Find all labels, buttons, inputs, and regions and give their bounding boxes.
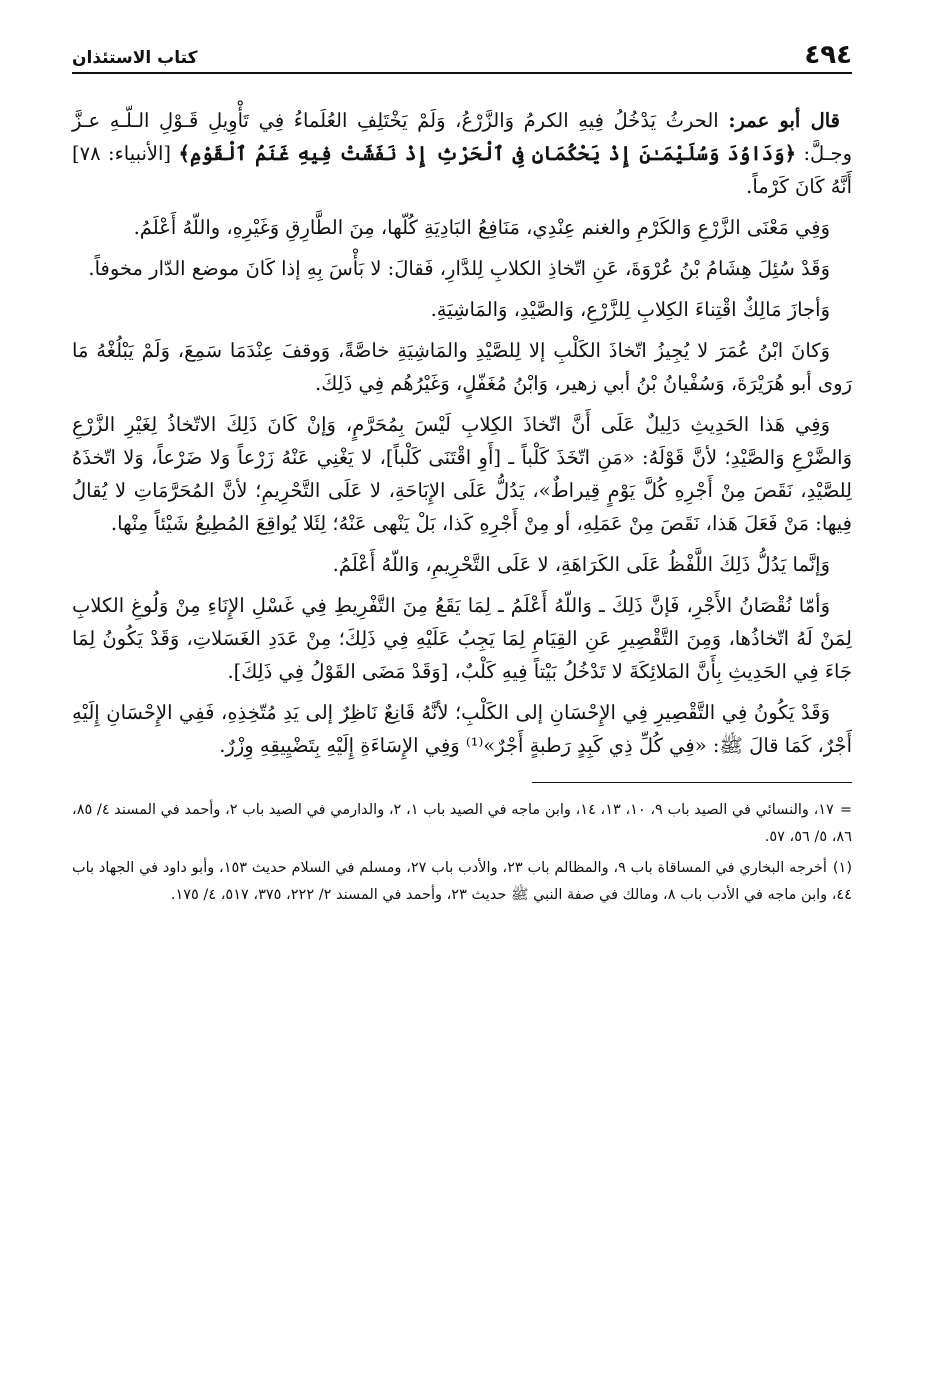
paragraph-8: وَأمّا نُقْصَانُ الأَجْرِ، فَإنَّ ذَلِكَ ـ وَاللّهُ أَعْلَمُ ـ لِمَا يَقَعُ مِنَ التَّفْرِيطِ فِي غَسْلِ الإِنَاءِ مِنْ وَلُوغِ الكلابِ لِمَنْ لَهُ اتّخاذُها، وَمِنَ التَّقْصِيرِ عَنِ القِيَامِ لِمَا يَجِبُ عَلَيْهِ فِي ذَلِكَ؛ مِنْ عَدَدِ الغَسَلاتِ، وَقَدْ يَكُونُ لِمَا جَاءَ فِي الحَدِيثِ بِأَنَّ المَلائِكَةَ لا تَدْخُلُ بَيْتاً فِيهِ كَلْبٌ، [وَقَدْ مَضَى القَوْلُ فِي ذَلِكَ]. xyxy=(72,594,852,683)
paragraph-4: وَأجازَ مَالِكٌ اقْتِناءَ الكِلابِ لِلزَّرْعِ، وَالصَّيْدِ، وَالمَاشِيَةِ. xyxy=(430,298,830,321)
paragraph-1-text-after: [الأنبياء: ٧٨] أَنَّهُ كَانَ كَرْماً. xyxy=(72,142,852,198)
paragraph-1 xyxy=(72,104,852,203)
main-text xyxy=(72,104,852,762)
page-number: ٤٩٤ xyxy=(804,40,852,70)
footnote-1 xyxy=(72,855,852,909)
paragraph-1-text-before: الحرثُ يَدْخُلُ فِيهِ الكرمُ وَالزَّرْعُ، وَلَمْ يَخْتَلِفِ العُلَماءُ فِي تَأْوِيلِ قَـوْلِ الـلّـهِ عـزَّ وجـلَّ: xyxy=(72,109,852,165)
footnote-continued xyxy=(72,797,852,851)
paragraph-3: وَقَدْ سُئِلَ هِشَامُ بْنُ عُرْوَةَ، عَنِ اتّخاذِ الكلابِ لِلدَّارِ، فَقالَ: لا بَأْسَ بِهِ إذا كَانَ موضع الدّار مخوفاً. xyxy=(88,257,830,280)
footnote-separator xyxy=(532,782,852,783)
footnotes xyxy=(72,797,852,909)
speaker-label: قال أبو عمر: xyxy=(728,109,840,132)
paragraph-9: وَقَدْ يَكُونُ فِي التَّقْصِيرِ فِي الإِحْسَانِ إلى الكَلْبِ؛ لأنَّهُ قَانِعٌ نَاظِرٌ إلى يَدِ مُتّخِذِهِ، فَفِي الإِحْسَانِ إِلَيْهِ أَجْرٌ، كَمَا قالَ ﷺ: «فِي كُلِّ ذِي كَبِدٍ رَطبةٍ أَجْرٌ»⁽¹⁾ وَفِي الإِسَاءَةِ إِلَيْهِ بِتَضْيِيقِهِ وِزْرٌ. xyxy=(72,701,852,757)
footnote-mark: = xyxy=(839,802,852,818)
footnote-mark: (١) xyxy=(832,860,852,876)
footnote-text: أخرجه البخاري في المساقاة باب ٩، والمظالم باب ٢٣، والأدب باب ٢٧، ومسلم في السلام حديث ١٥٣، وأبو داود في الجهاد باب ٤٤، وابن ماجه في الأدب باب ٨، ومالك في صفة النبي ﷺ حديث ٢٣، وأحمد في المسند ٢/ ٢٢٢، ٣٧٥، ٥١٧، ٤/ ١٧٥. xyxy=(72,860,852,903)
book-page xyxy=(72,30,852,1360)
paragraph-2: وَفِي مَعْنَى الزَّرْعِ وَالكَرْمِ والغنم عِنْدِي، مَنَافِعُ البَادِيَةِ كُلّها، مِنَ الطَّارِقِ وَغَيْرِهِ، واللّهُ أَعْلَمُ. xyxy=(133,216,830,239)
paragraph-7: وَإنَّما يَدُلُّ ذَلِكَ اللَّفْظُ عَلَى الكَرَاهَةِ، لا عَلَى التَّحْرِيمِ، وَاللّهُ أَعْلَمُ. xyxy=(332,553,830,576)
quran-verse: ﴿وَدَاوُدَ وَسُلَيْمَـٰنَ إِذْ يَحْكُمَانِ فِى ٱلْحَرْثِ إِذْ نَفَشَتْ فِيهِ غَنَمُ ٱلْقَوْمِ﴾ xyxy=(178,142,797,165)
paragraph-6: وَفِي هَذا الحَدِيثِ دَلِيلٌ عَلَى أَنَّ اتّخاذَ الكِلابِ لَيْسَ بِمُحَرَّمٍ، وَإنْ كَانَ ذَلِكَ الاتّخاذُ لِغَيْرِ الزَّرْعِ وَالضَّرْعِ وَالصَّيْدِ؛ لأنَّ قَوْلَهُ: «مَنِ اتّخَذَ كَلْباً ـ [أَوِ اقْتَنَى كَلْباً]، لا يَغْنِي عَنْهُ زَرْعاً وَلا ضَرْعاً، وَلا اتّخذَهُ لِلصَّيْدِ، نَقَصَ مِنْ أَجْرِهِ كُلَّ يَوْمٍ قِيراطٌ»، يَدُلُّ عَلَى الإِبَاحَةِ، لا عَلَى التَّحْرِيمِ؛ لأنَّ المُحَرَّمَاتِ لا يُقالُ فِيها: مَنْ فَعَلَ هَذا، نَقَصَ مِنْ عَمَلِهِ، أو مِنْ أَجْرِهِ كَذا، بَلْ يَنْهى عَنْهُ؛ لِئَلا يُواقِعَ المُطِيعُ شَيْئاً مِنْها. xyxy=(72,413,852,535)
running-title: كتاب الاستئذان xyxy=(72,48,198,68)
page-header xyxy=(72,30,852,74)
footnote-text: ١٧، والنسائي في الصيد باب ٩، ١٠، ١٣، ١٤، وابن ماجه في الصيد باب ١، ٢، والدارمي في الصيد باب ٢، وأحمد في المسند ٤/ ٨٥، ٨٦، ٥/ ٥٦، ٥٧. xyxy=(72,802,852,845)
paragraph-5: وَكانَ ابْنُ عُمَرَ لا يُجِيزُ اتّخاذَ الكَلْبِ إلا لِلصَّيْدِ والمَاشِيَةِ خاصَّةً، وَوقفَ عِنْدَمَا سَمِعَ، وَلَمْ يَبْلُغْهُ مَا رَوى أبو هُرَيْرَةَ، وَسُفْيانُ بْنُ أبي زهير، وَابْنُ مُغَفّلٍ، وَغَيْرُهُم فِي ذَلِكَ. xyxy=(72,339,852,395)
